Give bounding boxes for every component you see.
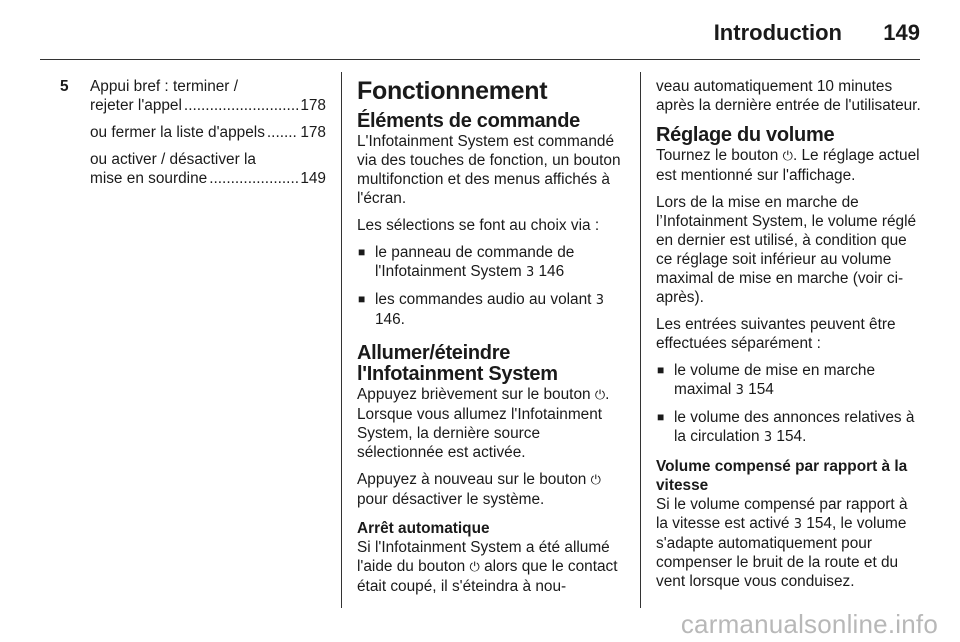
- paragraph: Les sélections se font au choix via :: [357, 217, 600, 234]
- page-reference[interactable]: 154: [748, 381, 774, 398]
- page-reference[interactable]: 154: [806, 515, 832, 532]
- text: pour désactiver le système.: [357, 491, 545, 508]
- list-item: [656, 361, 922, 400]
- list-item: [357, 243, 625, 282]
- list-item-text: le panneau de commande de l'Infotainment System: [375, 244, 575, 280]
- section-title: Introduction: [713, 20, 842, 45]
- toc-entry: [60, 123, 326, 142]
- entry-text: rejeter l'appel: [90, 97, 182, 114]
- page-ref-icon: 3: [595, 293, 605, 308]
- dot-leader: [184, 96, 298, 115]
- paragraph: [357, 538, 625, 596]
- entry-text: mise en sourdine: [90, 170, 208, 187]
- text: alors que le contact était coupé, il s'éteindra à nou-: [357, 558, 618, 595]
- column-divider-2: [640, 72, 641, 608]
- entry-line-with-page: [90, 123, 326, 142]
- page-ref-icon: 3: [735, 383, 744, 398]
- header-divider: [40, 59, 920, 60]
- text: . Lorsque vous allumez l'Infotainment System, la dernière source sélectionnée est activée.: [357, 386, 610, 461]
- entry-text: ou fermer la liste d'appels: [90, 124, 265, 141]
- column-2: [357, 77, 625, 604]
- section-heading: Fonctionnement: [357, 77, 548, 105]
- dot-leader: [209, 169, 298, 188]
- paragraph: [656, 146, 922, 185]
- list-item: [357, 290, 625, 329]
- list-item-text: le volume de mise en marche maximal: [674, 362, 876, 398]
- toc-entry: [60, 150, 326, 188]
- paragraph: Les entrées suivantes peuvent être effectuées séparément :: [656, 316, 896, 352]
- subheading-volume: Réglage du volume: [656, 124, 835, 146]
- paragraph: Lors de la mise en marche de l’Infotainment System, le volume réglé en dernier est utilisé, à condition que ce réglage soit inférieur au volume maximal de mise en marche (voir ci-après).: [656, 194, 917, 306]
- page-reference[interactable]: 146: [538, 263, 565, 280]
- page-reference[interactable]: 178: [300, 97, 326, 114]
- power-icon: ⏻: [590, 473, 601, 488]
- page-ref-icon: 3: [793, 517, 803, 532]
- toc-entry: [60, 77, 326, 115]
- page-reference[interactable]: 154.: [776, 428, 807, 445]
- page-reference[interactable]: 178: [300, 124, 326, 141]
- power-icon: ⏻: [469, 560, 480, 575]
- paragraph: veau automatiquement 10 minutes après la dernière entrée de l'utilisateur.: [656, 78, 921, 114]
- paragraph: [357, 470, 625, 509]
- page-ref-icon: 3: [525, 265, 535, 280]
- list-item-text: les commandes audio au volant: [375, 291, 592, 308]
- page-header: [40, 16, 920, 52]
- dot-leader: [267, 123, 298, 142]
- list-item-text: le volume des annonces relatives à la circulation: [674, 409, 915, 445]
- paragraph: L'Infotainment System est commandé via des touches de fonction, un bouton multifonction et des menus affichés à l'écran.: [357, 133, 621, 207]
- text: Appuyez à nouveau sur le bouton: [357, 471, 587, 488]
- page-number: 149: [883, 20, 920, 45]
- watermark: carmanualsonline.info: [680, 609, 938, 639]
- text: Si le volume compensé par rapport à la vitesse est activé: [656, 496, 908, 532]
- entry-line-with-page: [90, 169, 326, 188]
- text: , le volume s'adapte automatiquement pour compenser le bruit de la route et du vent lorsque vous conduisez.: [656, 515, 907, 590]
- list-item: [656, 408, 922, 447]
- page-reference[interactable]: 146.: [375, 311, 405, 328]
- column-1: [60, 77, 326, 196]
- subheading-speed-volume: Volume compensé par rapport à la vitesse: [656, 458, 908, 494]
- page-reference[interactable]: 149: [300, 170, 326, 187]
- item-number: 5: [60, 78, 69, 95]
- text: Tournez le bouton: [656, 147, 779, 164]
- paragraph: [357, 385, 625, 462]
- entry-line: Appui bref : terminer /: [90, 78, 238, 95]
- subheading-power: Allumer/éteindre l'Infotainment System: [357, 342, 558, 385]
- text: Si l'Infotainment System a été allumé l'aide du bouton: [357, 539, 610, 575]
- page-ref-icon: 3: [763, 430, 773, 445]
- column-divider-1: [341, 72, 342, 608]
- subheading-auto-off: Arrêt automatique: [357, 520, 490, 537]
- power-icon: ⏻: [594, 388, 606, 403]
- paragraph: [656, 495, 922, 591]
- text: Appuyez brièvement sur le bouton: [357, 386, 591, 403]
- subheading-controls: Éléments de commande: [357, 110, 580, 132]
- column-3: [656, 77, 922, 599]
- text: . Le réglage actuel est mentionné sur l'affichage.: [656, 147, 920, 184]
- power-icon: ⏻: [782, 149, 793, 164]
- entry-line-with-page: [90, 96, 326, 115]
- entry-line: ou activer / désactiver la: [90, 151, 256, 168]
